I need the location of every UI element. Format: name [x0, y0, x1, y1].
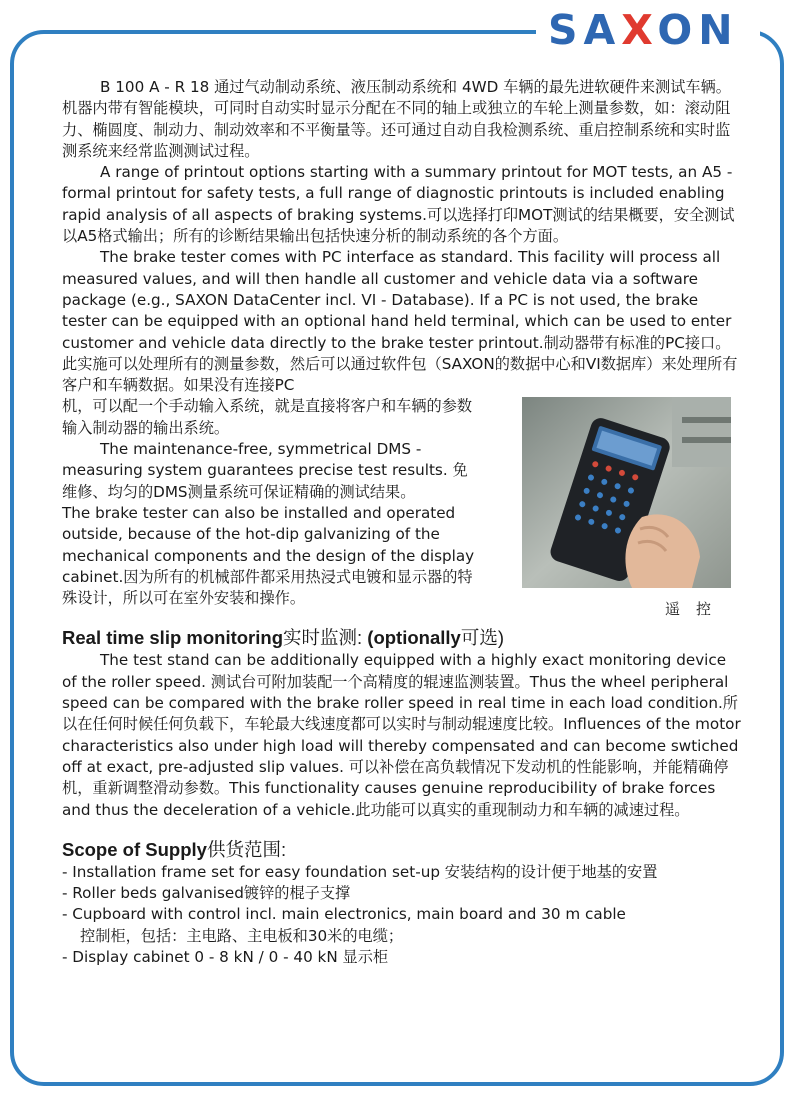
list-item: - Installation frame set for easy foundation set-up 安装结构的设计便于地基的安置 [62, 862, 658, 881]
pc-interface-paragraph: The brake tester comes with PC interface as standard. This facility will process all measured values, and will then handle all customer and vehicle data via a software package (e.g., SAXON DataCenter incl. VI - Database). If a PC is not used, the brake tester can be equipped with an optional hand held terminal, which can be used to enter customer and vehicle data directly to the brake tester printout.制动器带有标准的PC接口。此实施可以处理所有的测量参数，然后可以通过软件包（SAXON的数据中心和VI数据库）来处理所有客户和车辆数据。如果没有连接PC [62, 248, 738, 395]
saxon-logo: SAXON [548, 6, 739, 54]
photo-caption: 遥控 [665, 600, 728, 618]
pc-interface-paragraph-cont: 机，可以配一个手动输入系统，就是直接将客户和车辆的参数输入制动器的输出系统。 [62, 397, 473, 437]
section-title-scope-of-supply: Scope of Supply供货范围: [62, 838, 287, 860]
list-item: 控制柜，包括：主电路、主电板和30米的电缆； [80, 926, 404, 945]
printout-paragraph: A range of printout options starting with a summary printout for MOT tests, an A5 - formal printout for safety tests, a full range of diagnostic printouts is included enabling rapid analysis of all aspects of braking systems.可以选择打印MOT测试的结果概要，安全测试以A5格式输出；所有的诊断结果输出包括快速分析的制动系统的各个方面。 [62, 163, 735, 246]
dms-paragraph: The maintenance-free, symmetrical DMS - measuring system guarantees precise test results. 免维修、均匀的DMS测量系统可保证精确的测试结果。 [62, 440, 468, 501]
section-title-slip-monitoring: Real time slip monitoring实时监测: (optionally可选) [62, 627, 504, 649]
remote-control-photo [522, 397, 731, 588]
supply-list [62, 862, 742, 968]
slip-monitoring-body: The test stand can be additionally equipped with a highly exact monitoring device of the roller speed. 测试台可附加装配一个高精度的辊速监测装置。Thus the wheel peripheral speed can be compared with the brake roller speed in real time in each load condition.所以在任何时候任何负载下，车轮最大线速度都可以实时与制动辊速度比较。Influences of the motor characteristics also under high load will thereby compensated and can become swtiched off at exact, pre-adjusted slip values. 可以补偿在高负载情况下发动机的性能影响，并能精确停机，重新调整滑动参数。This functionality causes genuine reproducibility of brake forces and thus the deceleration of a vehicle.此功能可以真实的重现制动力和车辆的减速过程。 [62, 651, 741, 819]
intro-paragraph: B 100 A - R 18 通过气动制动系统、液压制动系统和 4WD 车辆的最先进软硬件来测试车辆。机器内带有智能模块，可同时自动实时显示分配在不同的轴上或独立的车轮上测量参数，如：滚动阻力、椭圆度、制动力、制动效率和不平衡量等。还可通过自动自我检测系统、重启控制系统和实时监测系统来经常监测测试过程。 [62, 78, 731, 160]
outdoor-paragraph: The brake tester can also be installed and operated outside, because of the hot-dip galvanizing of the mechanical components and the design of the display cabinet.因为所有的机械部件都采用热浸式电镀和显示器的特殊设计，所以可在室外安装和操作。 [62, 503, 475, 608]
list-item: - Roller beds galvanised镀锌的棍子支撑 [62, 884, 351, 903]
list-item: - Display cabinet 0 - 8 kN / 0 - 40 kN 显示柜 [62, 947, 389, 966]
list-item: - Cupboard with control incl. main electronics, main board and 30 m cable [62, 905, 626, 924]
